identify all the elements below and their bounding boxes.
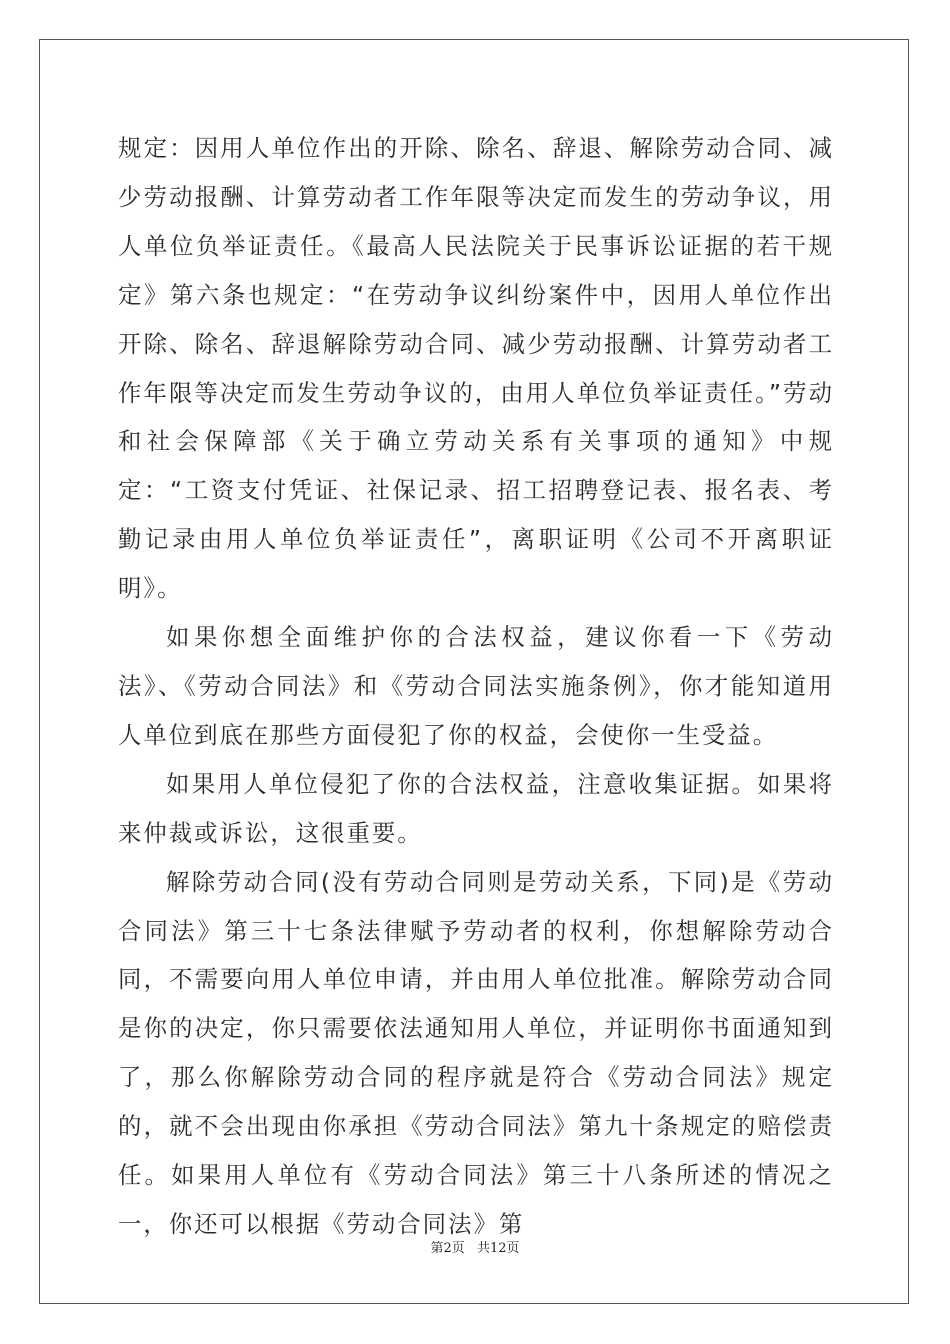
document-body — [118, 124, 834, 1249]
paragraph-4: 解除劳动合同(没有劳动合同则是劳动关系，下同)是《劳动合同法》第三十七条法律赋予劳动者的权利，你想解除劳动合同，不需要向用人单位申请，并由用人单位批准。解除劳动合同是你的决定，你只需要依法通知用人单位，并证明你书面通知到了，那么你解除劳动合同的程序就是符合《劳动合同法》规定的，就不会出现由你承担《劳动合同法》第九十条规定的赔偿责任。如果用人单位有《劳动合同法》第三十八条所述的情况之一，你还可以根据《劳动合同法》第 — [118, 867, 834, 1238]
page-footer — [0, 1237, 950, 1256]
current-page-label: 第2页 — [430, 1241, 465, 1256]
total-pages-label: 共12页 — [476, 1241, 520, 1256]
paragraph-3: 如果用人单位侵犯了你的合法权益，注意收集证据。如果将来仲裁或诉讼，这很重要。 — [118, 769, 834, 847]
paragraph-2: 如果你想全面维护你的合法权益，建议你看一下《劳动法》、《劳动合同法》和《劳动合同法实施条例》，你才能知道用人单位到底在那些方面侵犯了你的权益，会使你一生受益。 — [118, 623, 834, 749]
paragraph-1: 规定：因用人单位作出的开除、除名、辞退、解除劳动合同、减少劳动报酬、计算劳动者工作年限等决定而发生的劳动争议，用人单位负举证责任。《最高人民法院关于民事诉讼证据的若干规定》第六条也规定：“在劳动争议纠纷案件中，因用人单位作出开除、除名、辞退解除劳动合同、减少劳动报酬、计算劳动者工作年限等决定而发生劳动争议的，由用人单位负举证责任。”劳动和社会保障部《关于确立劳动关系有关事项的通知》中规定：“工资支付凭证、社保记录、招工招聘登记表、报名表、考勤记录由用人单位负举证责任”，离职证明《公司不开离职证明》。 — [118, 134, 834, 603]
